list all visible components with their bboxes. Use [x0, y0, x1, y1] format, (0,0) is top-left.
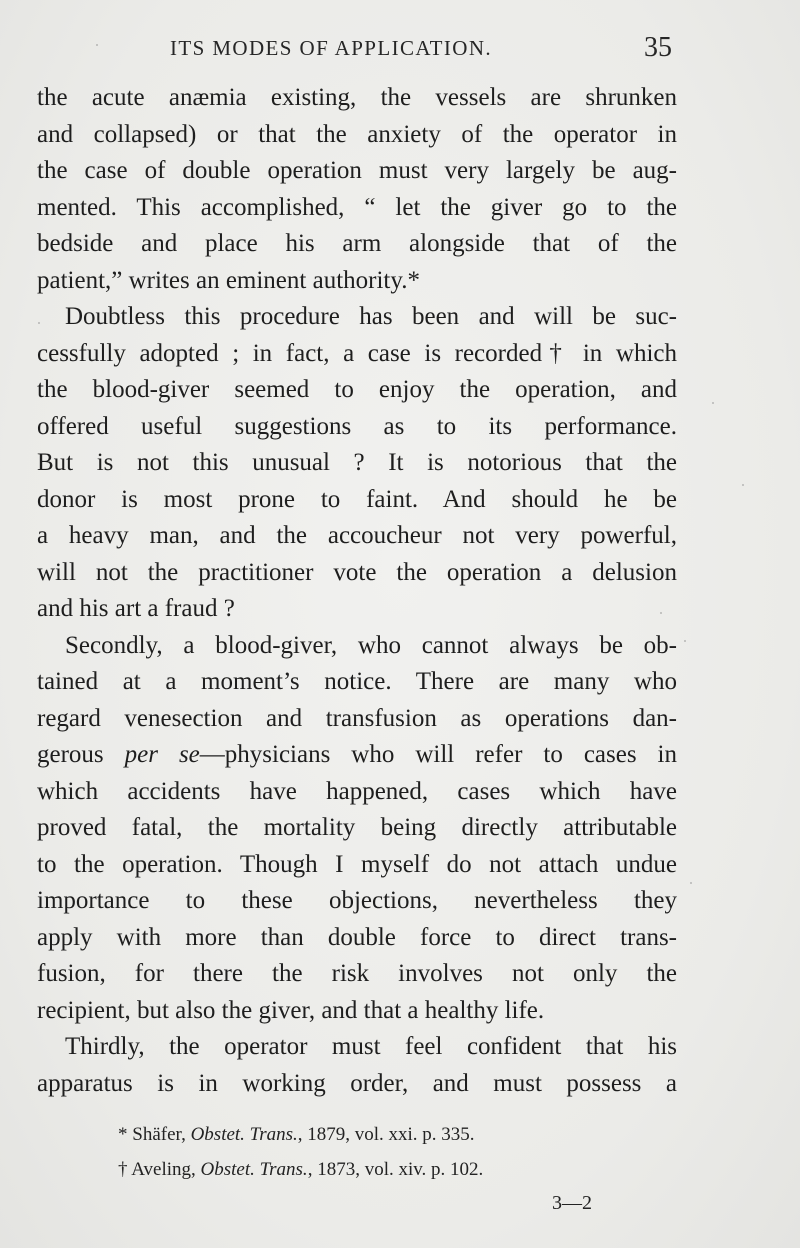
- paper-speck: [38, 322, 40, 324]
- paper-speck: [712, 402, 714, 404]
- text-line: Doubtless this procedure has been and will be suc-: [65, 303, 677, 330]
- text-line: But is not this unusual ? It is notorious that the: [37, 449, 677, 476]
- page-number: 35: [644, 32, 672, 63]
- paper-speck: [96, 44, 98, 46]
- running-head: [0, 30, 800, 70]
- text-line: bedside and place his arm alongside that of the: [37, 230, 677, 257]
- footnote-aveling: † Aveling, Obstet. Trans., 1873, vol. xiv. p. 102.: [118, 1159, 484, 1180]
- text-line: and his art a fraud ?: [37, 595, 235, 622]
- text-line: apparatus is in working order, and must possess a: [37, 1069, 677, 1097]
- paper-speck: [660, 612, 662, 614]
- body-text: [37, 80, 677, 1102]
- text-line: Secondly, a blood-giver, who cannot always be ob-: [65, 631, 677, 659]
- text-line: apply with more than double force to direct trans-: [37, 923, 677, 951]
- text-line: will not the practitioner vote the operation a delusion: [37, 558, 677, 586]
- text-line: mented. This accomplished, “ let the giver go to the: [37, 193, 677, 221]
- text-line: Thirdly, the operator must feel confident that his: [65, 1033, 677, 1060]
- text-line: and collapsed) or that the anxiety of the operator in: [37, 120, 677, 148]
- text-line: the blood-giver seemed to enjoy the operation, and: [37, 376, 677, 403]
- text-line: patient,” writes an eminent authority.*: [37, 266, 420, 294]
- text-line: fusion, for there the risk involves not only the: [37, 960, 677, 987]
- signature-mark: 3—2: [552, 1192, 592, 1214]
- text-line: offered useful suggestions as to its performance.: [37, 412, 677, 440]
- paper-speck: [684, 640, 686, 642]
- text-line: recipient, but also the giver, and that a healthy life.: [37, 996, 545, 1024]
- text-line: proved fatal, the mortality being directly attributable: [37, 814, 677, 841]
- text-line: donor is most prone to faint. And should he be: [37, 485, 677, 513]
- text-line: regard venesection and transfusion as operations dan-: [37, 704, 677, 732]
- text-line: tained at a moment’s notice. There are many who: [37, 668, 677, 695]
- text-line: which accidents have happened, cases which have: [37, 777, 677, 805]
- text-line: gerous per se—physicians who will refer to cases in: [37, 741, 677, 768]
- paper-speck: [690, 882, 692, 884]
- footnote-schafer: * Shäfer, Obstet. Trans., 1879, vol. xxi. p. 335.: [118, 1124, 475, 1145]
- paper-speck: [742, 484, 744, 486]
- text-line: a heavy man, and the accoucheur not very powerful,: [37, 522, 677, 549]
- text-line: to the operation. Though I myself do not attach undue: [37, 850, 677, 878]
- running-title: ITS MODES OF APPLICATION.: [170, 36, 493, 60]
- text-line: the acute anæmia existing, the vessels are shrunken: [37, 84, 677, 111]
- text-line: importance to these objections, nevertheless they: [37, 887, 677, 914]
- text-line: the case of double operation must very largely be aug-: [37, 157, 677, 184]
- text-line: cessfully adopted ; in fact, a case is recorded† in which: [37, 339, 677, 367]
